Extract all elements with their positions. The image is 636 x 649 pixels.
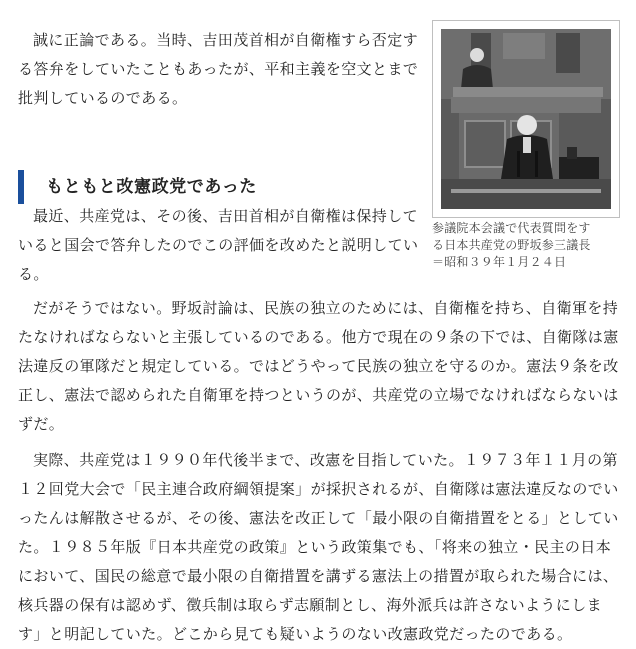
section-heading: もともと改憲政党であった: [18, 170, 418, 204]
article-paragraph-1: 誠に正論である。当時、吉田茂首相が自衛権すら否定する答弁をしていたこともあったが、平和主義を空文とまで批判しているのである。: [18, 31, 419, 107]
parliament-photo-image: [441, 29, 611, 209]
article-paragraph-4: 実際、共産党は１９９０年代後半まで、改憲を目指していた。１９７３年１１月の第１２回党大会で「民主連合政府綱領提案」が採択されるが、自衛隊は憲法違反なのでいったんは解散させるが、その後、憲法を改正して「最小限の自衛措置をとる」としていた。１９８５年版『日本共産党の政策』という政策集でも、「将来の独立・民主の日本において、国民の総意で最小限の自衛措置を講ずる憲法上の措置が取られた場合には、核兵器の保有は認めず、徴兵制は取らず志願制とし、海外派兵は許さないようにします」と明記していた。どこから見ても疑いようのない改憲政党だったのである。: [18, 451, 619, 643]
photo-caption-line: ＝昭和３９年１月２４日: [432, 255, 567, 269]
photo-caption: [432, 220, 628, 271]
article-paragraph-2: 最近、共産党は、その後、吉田首相が自衛権は保持していると国会で答弁したのでこの評価を改めたと説明している。: [18, 207, 419, 283]
photo-caption-line: る日本共産党の野坂参三議長: [432, 238, 591, 252]
news-photo[interactable]: [432, 20, 620, 218]
photo-caption-line: 参議院本会議で代表質問をす: [432, 221, 591, 235]
article-paragraph-3: だがそうではない。野坂討論は、民族の独立のためには、自衛権を持ち、自衛軍を持たなければならないと主張しているのである。他方で現在の９条の下では、自衛隊は憲法違反の軍隊だと規定している。ではどうやって民族の独立を守るのか。憲法９条を改正し、憲法で認められた自衛軍を持つというのが、共産党の立場でなければならないはずだ。: [18, 299, 619, 433]
